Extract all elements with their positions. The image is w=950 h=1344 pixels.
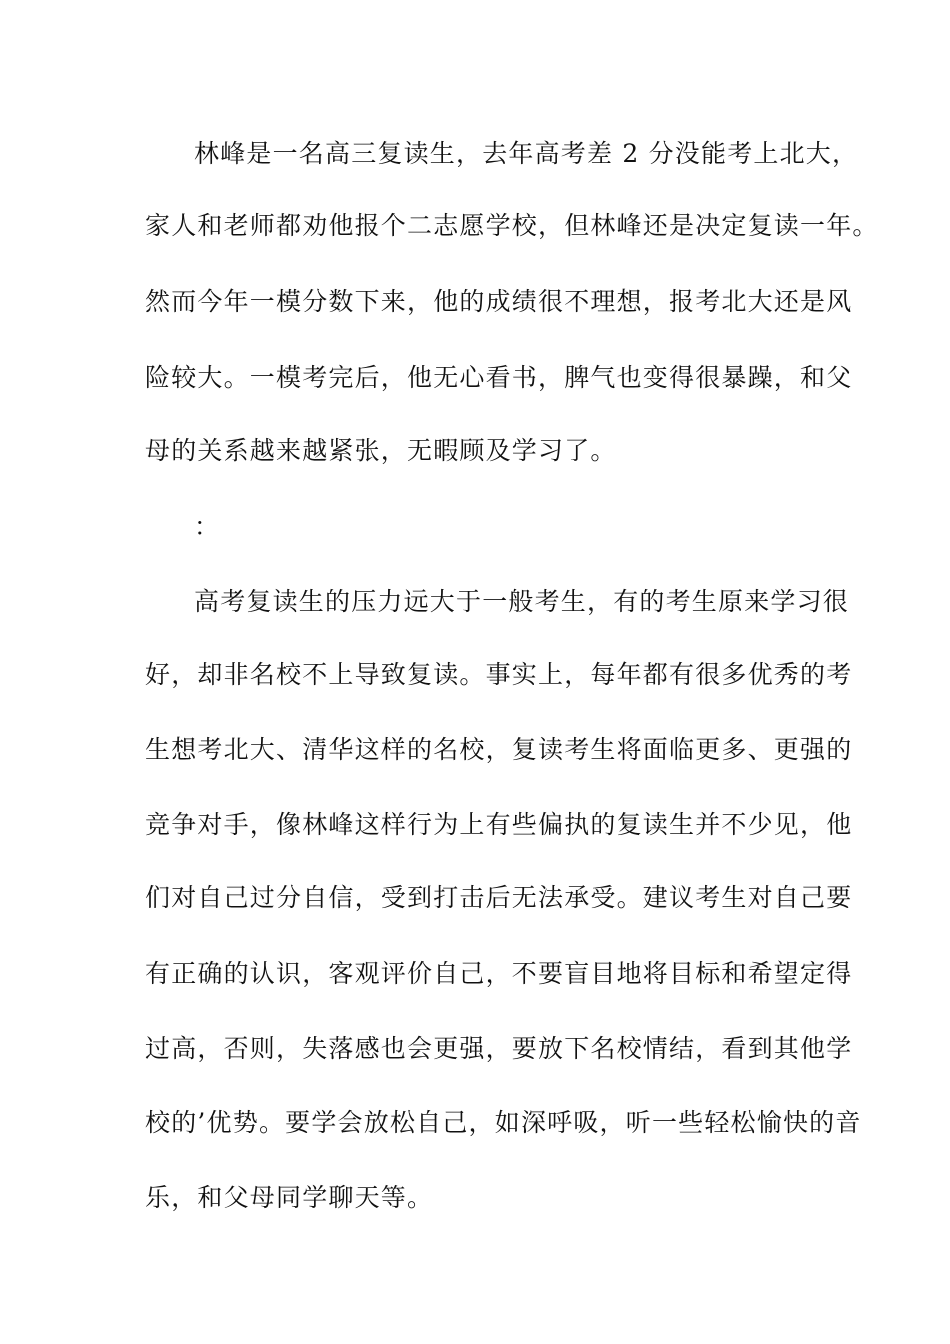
paragraph-1-line-3: 然而今年一模分数下来，他的成绩很不理想，报考北大还是风 — [145, 287, 853, 316]
paragraph-2-line-7: 过高，否则，失落感也会更强，要放下名校情结，看到其他学 — [145, 1034, 853, 1063]
paragraph-2-line-3: 生想考北大、清华这样的名校，复读考生将面临更多、更强的 — [145, 735, 853, 764]
paragraph-1-line-1: 林峰是一名高三复读生，去年高考差 2 分没能考上北大， — [194, 139, 859, 168]
paragraph-1-line-4: 险较大。一模考完后，他无心看书，脾气也变得很暴躁，和父 — [145, 363, 853, 392]
paragraph-1-line-2: 家人和老师都劝他报个二志愿学校，但林峰还是决定复读一年。 — [145, 211, 879, 240]
paragraph-2-line-6: 有正确的认识，客观评价自己，不要盲目地将目标和希望定得 — [145, 959, 853, 988]
paragraph-2-line-9: 乐，和父母同学聊天等。 — [145, 1183, 434, 1212]
paragraph-2-line-4: 竞争对手，像林峰这样行为上有些偏执的复读生并不少见，他 — [145, 810, 853, 839]
paragraph-2-line-5: 们对自己过分自信，受到打击后无法承受。建议考生对自己要 — [145, 883, 853, 912]
separator-colon: ： — [194, 512, 221, 541]
paragraph-1-line-5: 母的关系越来越紧张，无暇顾及学习了。 — [145, 436, 617, 465]
paragraph-2-line-2: 好，却非名校不上导致复读。事实上，每年都有很多优秀的考 — [145, 660, 853, 689]
paragraph-2-line-8: 校的’优势。要学会放松自己，如深呼吸，听一些轻松愉快的音 — [145, 1108, 862, 1137]
paragraph-2-line-1: 高考复读生的压力远大于一般考生，有的考生原来学习很 — [194, 587, 850, 616]
